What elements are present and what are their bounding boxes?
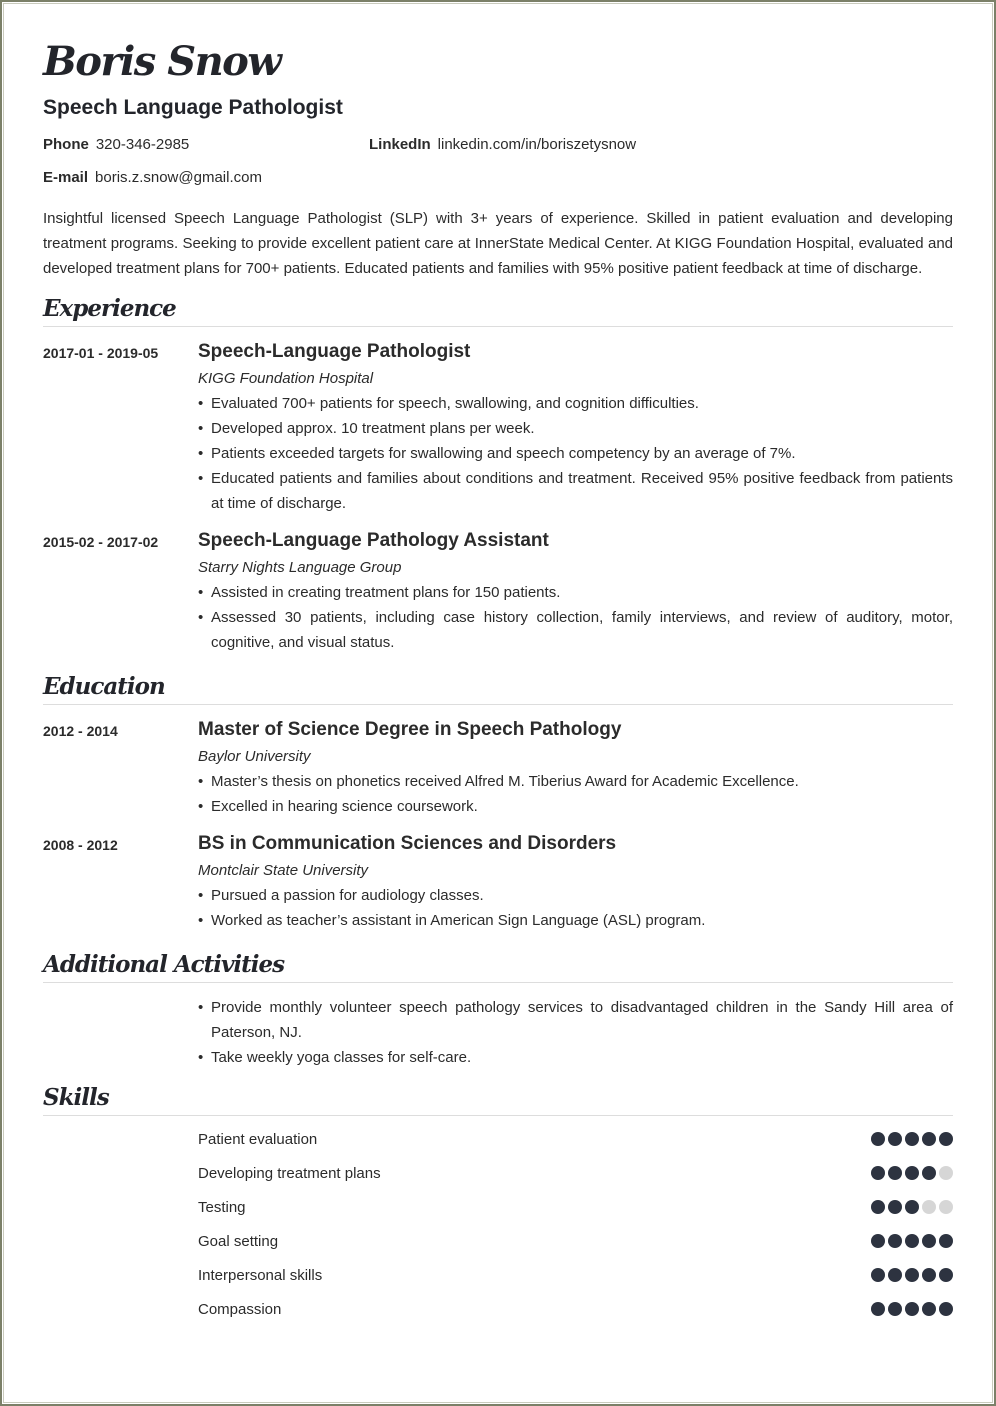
empty-dot-icon: [922, 1200, 936, 1214]
bullet-item: • Patients exceeded targets for swallowing and speech competency by an average of 7%.: [198, 441, 953, 466]
empty-dot-icon: [939, 1200, 953, 1214]
entry-title: Speech-Language Pathologist: [198, 341, 471, 362]
skill-rating: [871, 1132, 953, 1146]
entry-body: [198, 833, 953, 933]
entry-bullets: [198, 769, 953, 819]
phone-label: Phone: [43, 136, 89, 153]
email-label: E-mail: [43, 169, 89, 186]
activities-list: [198, 995, 953, 1070]
skill-row: [198, 1224, 953, 1258]
entry-title: BS in Communication Sciences and Disorders: [198, 833, 617, 854]
bullet-item: • Worked as teacher’s assistant in American Sign Language (ASL) program.: [198, 908, 953, 933]
entry-date: 2015-02 - 2017-02: [43, 534, 159, 550]
entry-body: [198, 341, 953, 516]
empty-dot-icon: [939, 1166, 953, 1180]
filled-dot-icon: [922, 1132, 936, 1146]
filled-dot-icon: [939, 1268, 953, 1282]
phone: [43, 136, 189, 153]
filled-dot-icon: [888, 1132, 902, 1146]
filled-dot-icon: [922, 1234, 936, 1248]
activity-item: • Provide monthly volunteer speech pathology services to disadvantaged children in the Sandy Hill area of Paterson, NJ.: [198, 995, 953, 1045]
entry-organization: Starry Nights Language Group: [198, 559, 402, 576]
filled-dot-icon: [939, 1234, 953, 1248]
skill-rating: [871, 1200, 953, 1214]
email: [43, 169, 262, 186]
linkedin-value[interactable]: linkedin.com/in/boriszetysnow: [437, 136, 637, 153]
skill-row: [198, 1292, 953, 1326]
entry-organization: Baylor University: [198, 748, 311, 765]
entry-body: [198, 530, 953, 655]
skill-name: Developing treatment plans: [198, 1164, 381, 1182]
experience-entry: [43, 341, 953, 516]
entry-bullets: [198, 580, 953, 655]
filled-dot-icon: [888, 1268, 902, 1282]
filled-dot-icon: [871, 1166, 885, 1180]
linkedin: [369, 136, 636, 153]
skill-row: [198, 1258, 953, 1292]
skill-name: Interpersonal skills: [198, 1266, 323, 1284]
filled-dot-icon: [888, 1200, 902, 1214]
skill-name: Goal setting: [198, 1232, 279, 1250]
filled-dot-icon: [905, 1302, 919, 1316]
entry-bullets: [198, 391, 953, 516]
job-title: Speech Language Pathologist: [43, 96, 343, 119]
bullet-item: • Educated patients and families about conditions and treatment. Received 95% positive feedback from patients at time of discharge.: [198, 466, 953, 516]
contact-info: [43, 136, 953, 206]
filled-dot-icon: [905, 1234, 919, 1248]
resume: [43, 38, 953, 1326]
filled-dot-icon: [939, 1132, 953, 1146]
filled-dot-icon: [888, 1234, 902, 1248]
filled-dot-icon: [888, 1302, 902, 1316]
filled-dot-icon: [888, 1166, 902, 1180]
filled-dot-icon: [905, 1166, 919, 1180]
filled-dot-icon: [905, 1132, 919, 1146]
skill-rating: [871, 1166, 953, 1180]
skill-rating: [871, 1234, 953, 1248]
section-activities: Additional Activities: [43, 951, 953, 983]
entry-bullets: [198, 883, 953, 933]
bullet-item: • Master’s thesis on phonetics received Alfred M. Tiberius Award for Academic Excellence.: [198, 769, 953, 794]
entry-date: 2017-01 - 2019-05: [43, 345, 159, 361]
bullet-item: • Assessed 30 patients, including case history collection, family interviews, and review of auditory, motor, cognitive, and visual status.: [198, 605, 953, 655]
filled-dot-icon: [905, 1268, 919, 1282]
bullet-item: • Pursued a passion for audiology classes.: [198, 883, 953, 908]
skill-name: Testing: [198, 1198, 246, 1216]
bullet-item: • Evaluated 700+ patients for speech, swallowing, and cognition difficulties.: [198, 391, 953, 416]
filled-dot-icon: [871, 1132, 885, 1146]
entry-date: 2008 - 2012: [43, 837, 118, 853]
entry-organization: KIGG Foundation Hospital: [198, 370, 374, 387]
skill-row: [198, 1156, 953, 1190]
filled-dot-icon: [922, 1268, 936, 1282]
section-experience: Experience: [43, 295, 953, 327]
filled-dot-icon: [871, 1302, 885, 1316]
bullet-item: • Assisted in creating treatment plans for 150 patients.: [198, 580, 953, 605]
filled-dot-icon: [922, 1302, 936, 1316]
filled-dot-icon: [905, 1200, 919, 1214]
linkedin-label: LinkedIn: [369, 136, 431, 153]
entry-title: Master of Science Degree in Speech Pathology: [198, 719, 622, 740]
experience-entry: [43, 530, 953, 655]
entry-title: Speech-Language Pathology Assistant: [198, 530, 549, 551]
skill-name: Patient evaluation: [198, 1130, 318, 1148]
bullet-item: • Excelled in hearing science coursework.: [198, 794, 953, 819]
filled-dot-icon: [922, 1166, 936, 1180]
filled-dot-icon: [871, 1268, 885, 1282]
education-entry: [43, 719, 953, 819]
entry-date: 2012 - 2014: [43, 723, 118, 739]
summary: Insightful licensed Speech Language Pathologist (SLP) with 3+ years of experience. Skilled in patient evaluation and developing treatment programs. Seeking to provide excellent patient care at InnerState Medical Center. At KIGG Foundation Hospital, evaluated and developed treatment plans for 700+ patients. Educated patients and families with 95% positive patient feedback at time of discharge.: [43, 210, 953, 277]
section-education: Education: [43, 673, 953, 705]
education-entry: [43, 833, 953, 933]
entry-body: [198, 719, 953, 819]
entry-organization: Montclair State University: [198, 862, 369, 879]
section-skills: Skills: [43, 1084, 953, 1116]
skill-row: [198, 1122, 953, 1156]
activity-item: • Take weekly yoga classes for self-care.: [198, 1045, 953, 1070]
phone-value: 320-346-2985: [95, 136, 190, 153]
filled-dot-icon: [939, 1302, 953, 1316]
bullet-item: • Developed approx. 10 treatment plans per week.: [198, 416, 953, 441]
skill-row: [198, 1190, 953, 1224]
email-value[interactable]: boris.z.snow@gmail.com: [95, 169, 262, 186]
filled-dot-icon: [871, 1200, 885, 1214]
skill-rating: [871, 1268, 953, 1282]
filled-dot-icon: [871, 1234, 885, 1248]
skill-rating: [871, 1302, 953, 1316]
candidate-name: Boris Snow: [43, 38, 281, 85]
skill-name: Compassion: [198, 1300, 282, 1318]
